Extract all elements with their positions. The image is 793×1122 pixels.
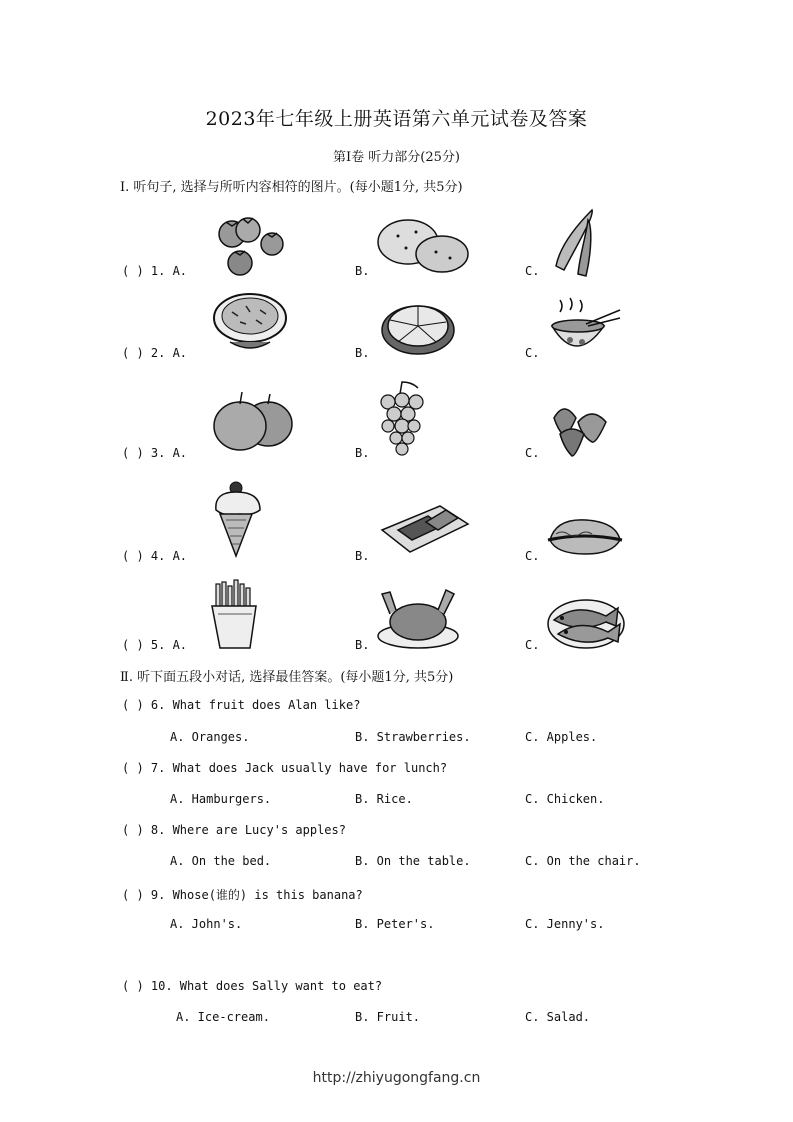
question-1-option-b: B. — [355, 264, 370, 278]
section-1-heading: Ⅰ. 听句子, 选择与所听内容相符的图片。(每小题1分, 共5分) — [120, 180, 463, 195]
question-4-option-b: B. — [355, 549, 370, 563]
question-6-option-b: B. Strawberries. — [355, 730, 471, 744]
question-10-stem: ( ) 10. What does Sally want to eat? — [122, 979, 383, 993]
tomatoes-icon — [210, 208, 290, 278]
question-2-prefix: ( ) 2. A. — [122, 346, 188, 360]
salad-bowl-icon — [210, 290, 290, 354]
question-9-option-b: B. Peter's. — [355, 917, 435, 931]
question-10-option-b: B. Fruit. — [355, 1010, 421, 1024]
question-6-stem: ( ) 6. What fruit does Alan like? — [122, 698, 361, 712]
section-subtitle: 第Ⅰ卷 听力部分(25分) — [333, 150, 460, 165]
strawberries-icon — [548, 400, 610, 458]
question-7-option-b: B. Rice. — [355, 792, 413, 806]
question-7-option-a: A. Hamburgers. — [170, 792, 272, 806]
noodles-bowl-icon — [546, 296, 622, 360]
question-9-option-c: C. Jenny's. — [525, 917, 605, 931]
question-5-option-c: C. — [525, 638, 540, 652]
question-1-prefix: ( ) 1. A. — [122, 264, 188, 278]
question-6-option-c: C. Apples. — [525, 730, 598, 744]
question-9-stem: ( ) 9. Whose(谁的) is this banana? — [122, 888, 363, 902]
question-2-option-c: C. — [525, 346, 540, 360]
question-3-option-c: C. — [525, 446, 540, 460]
page-title: 2023年七年级上册英语第六单元试卷及答案 — [205, 108, 588, 130]
question-4-option-c: C. — [525, 549, 540, 563]
french-fries-icon — [208, 580, 262, 650]
footer-url: http://zhiyugongfang.cn — [312, 1070, 481, 1086]
question-10-option-c: C. Salad. — [525, 1010, 591, 1024]
potatoes-icon — [376, 214, 471, 276]
question-7-option-c: C. Chicken. — [525, 792, 605, 806]
section-2-heading: Ⅱ. 听下面五段小对话, 选择最佳答案。(每小题1分, 共5分) — [120, 670, 454, 685]
question-8-option-a: A. On the bed. — [170, 854, 272, 868]
hot-dog-icon — [546, 514, 624, 558]
question-8-stem: ( ) 8. Where are Lucy's apples? — [122, 823, 346, 837]
question-10-option-a: A. Ice-cream. — [176, 1010, 270, 1024]
sandwich-icon — [380, 502, 470, 556]
ice-cream-icon — [212, 480, 264, 558]
question-5-prefix: ( ) 5. A. — [122, 638, 188, 652]
apples-icon — [210, 388, 294, 454]
question-8-option-b: B. On the table. — [355, 854, 471, 868]
question-7-stem: ( ) 7. What does Jack usually have for lunch? — [122, 761, 448, 775]
question-5-option-b: B. — [355, 638, 370, 652]
roast-chicken-icon — [376, 584, 460, 650]
question-1-option-c: C. — [525, 264, 540, 278]
question-6-option-a: A. Oranges. — [170, 730, 250, 744]
question-3-prefix: ( ) 3. A. — [122, 446, 188, 460]
green-beans-icon — [548, 206, 604, 278]
question-3-option-b: B. — [355, 446, 370, 460]
grapes-icon — [374, 380, 428, 456]
fish-plate-icon — [546, 594, 626, 650]
question-2-option-b: B. — [355, 346, 370, 360]
pie-icon — [380, 298, 456, 356]
question-8-option-c: C. On the chair. — [525, 854, 641, 868]
question-9-option-a: A. John's. — [170, 917, 243, 931]
question-4-prefix: ( ) 4. A. — [122, 549, 188, 563]
